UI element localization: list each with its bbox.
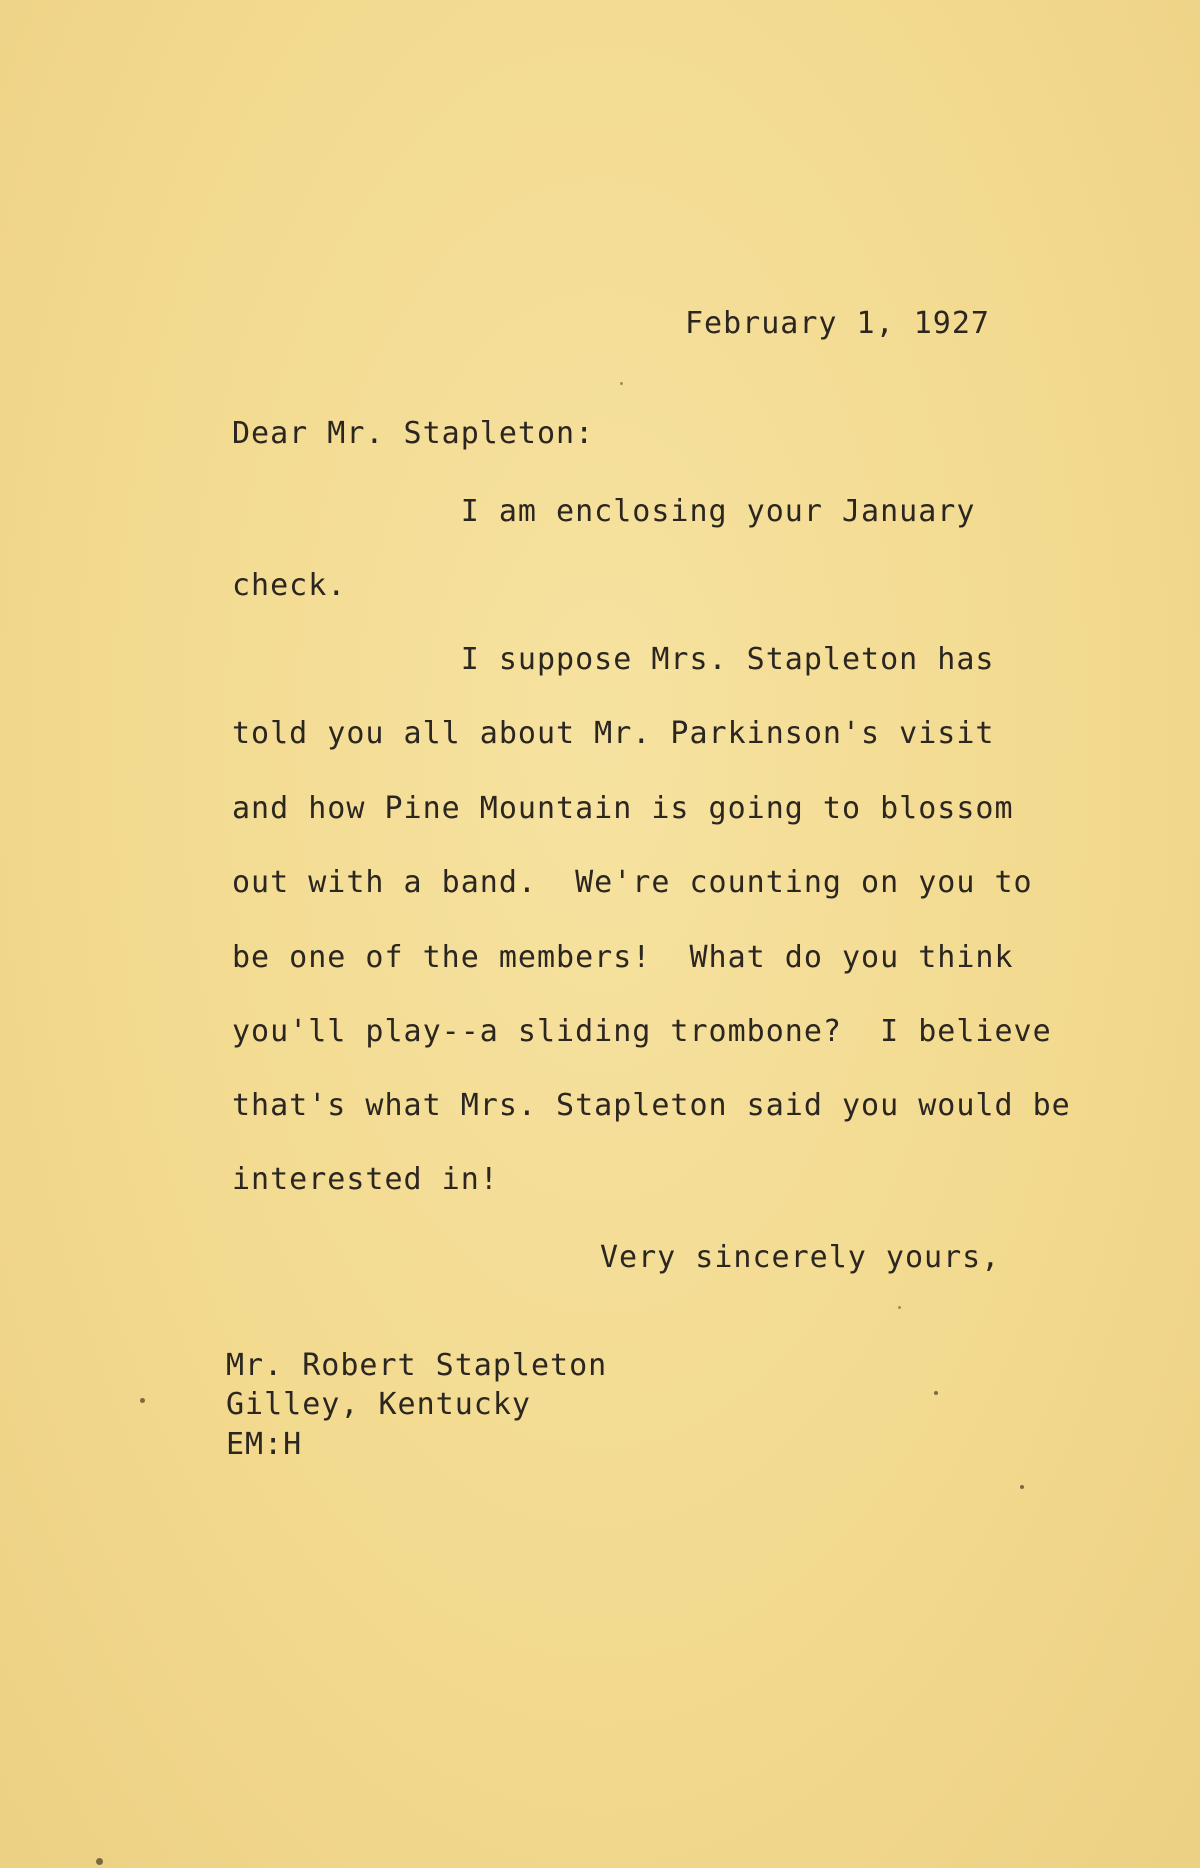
closing: Very sincerely yours, xyxy=(600,1240,1001,1275)
letter-date: February 1, 1927 xyxy=(685,306,990,341)
paragraph-line: be one of the members! What do you think xyxy=(232,940,1014,975)
paragraph-line: you'll play--a sliding trombone? I believe xyxy=(232,1014,1052,1049)
recipient-location: Gilley, Kentucky xyxy=(226,1387,531,1422)
paragraph-line: interested in! xyxy=(232,1162,499,1197)
paragraph-line: told you all about Mr. Parkinson's visit xyxy=(232,716,995,751)
paragraph-line: out with a band. We're counting on you to xyxy=(232,865,1033,900)
paragraph-line: check. xyxy=(232,568,347,603)
paragraph-line: that's what Mrs. Stapleton said you would be xyxy=(232,1088,1071,1123)
reference-initials: EM:H xyxy=(226,1427,303,1462)
paragraph-line: I am enclosing your January xyxy=(232,494,976,529)
salutation: Dear Mr. Stapleton: xyxy=(232,416,595,451)
recipient-name: Mr. Robert Stapleton xyxy=(226,1348,608,1383)
paragraph-line: and how Pine Mountain is going to blossom xyxy=(232,791,1014,826)
paragraph-line: I suppose Mrs. Stapleton has xyxy=(232,642,995,677)
